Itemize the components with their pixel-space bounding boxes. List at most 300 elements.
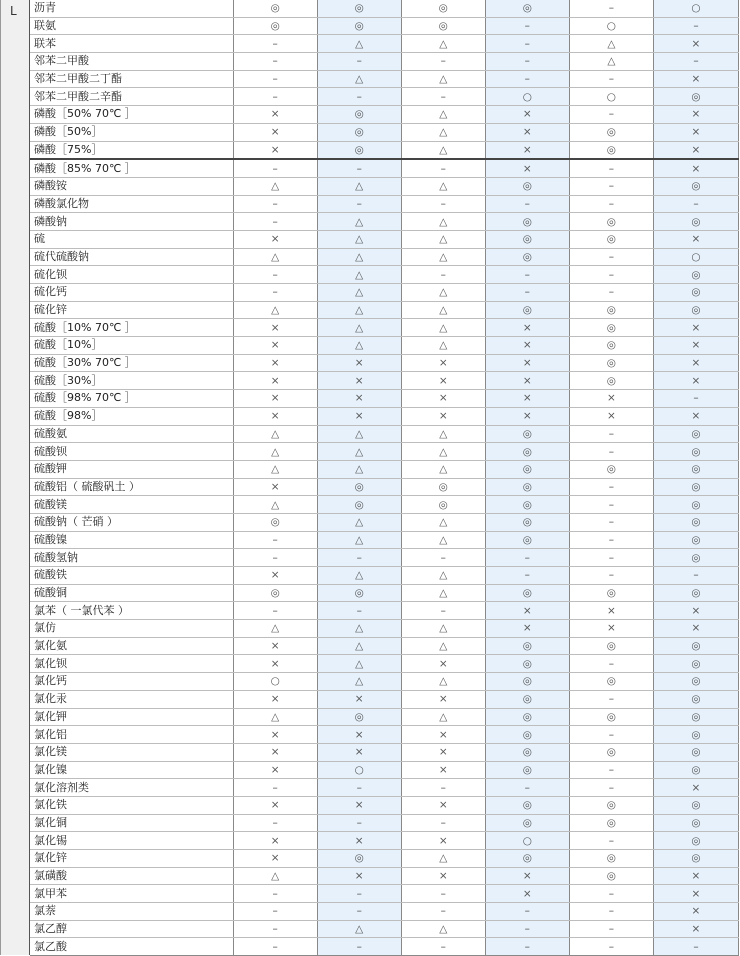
table-row (30, 584, 739, 602)
rating-cell: × (485, 372, 569, 390)
table-row (30, 726, 739, 744)
rating-cell: △ (317, 230, 401, 248)
rating-cell: – (653, 390, 738, 408)
table-row (30, 620, 739, 638)
rating-cell: ◎ (653, 266, 738, 284)
rating-cell: △ (401, 443, 485, 461)
chemical-name: 硫酸氢钠 (30, 549, 233, 567)
rating-cell: ◎ (485, 0, 569, 17)
table-row (30, 0, 739, 17)
chemical-name: 磷酸［85% 70℃ ］ (30, 159, 233, 177)
rating-cell: △ (317, 70, 401, 88)
chemical-name: 硫化钡 (30, 266, 233, 284)
rating-cell: × (485, 885, 569, 903)
chemical-name: 硫代硫酸钠 (30, 248, 233, 266)
rating-cell: △ (317, 531, 401, 549)
rating-cell: – (485, 284, 569, 302)
rating-cell: × (233, 337, 317, 355)
rating-cell: △ (317, 248, 401, 266)
rating-cell: – (233, 88, 317, 106)
rating-cell: ◎ (317, 141, 401, 159)
chemical-name: 磷酸氯化物 (30, 195, 233, 213)
table-row (30, 602, 739, 620)
rating-cell: × (569, 620, 653, 638)
chemical-name: 沥青 (30, 0, 233, 17)
table-row (30, 673, 739, 691)
rating-cell: × (653, 35, 738, 53)
chemical-name: 氯化镍 (30, 761, 233, 779)
rating-cell: – (485, 903, 569, 921)
table-row (30, 248, 739, 266)
rating-cell: – (485, 779, 569, 797)
rating-cell: – (569, 159, 653, 177)
rating-cell: ◎ (233, 513, 317, 531)
chemical-name: 硫酸［30% 70℃ ］ (30, 354, 233, 372)
rating-cell: – (485, 53, 569, 71)
rating-cell: ◎ (485, 690, 569, 708)
rating-cell: × (485, 159, 569, 177)
rating-cell: ◎ (653, 743, 738, 761)
rating-cell: ◎ (653, 832, 738, 850)
rating-cell: ◎ (485, 708, 569, 726)
rating-cell: × (233, 407, 317, 425)
table-row (30, 903, 739, 921)
rating-cell: ◎ (653, 673, 738, 691)
chemical-name: 磷酸铵 (30, 177, 233, 195)
section-letter: L (10, 4, 17, 18)
rating-cell: – (317, 814, 401, 832)
rating-cell: ◎ (653, 425, 738, 443)
rating-cell: × (485, 319, 569, 337)
table-row (30, 920, 739, 938)
rating-cell: △ (401, 337, 485, 355)
rating-cell: × (569, 407, 653, 425)
rating-cell: × (401, 832, 485, 850)
table-row (30, 106, 739, 124)
rating-cell: – (569, 478, 653, 496)
chemical-name: 氯磺酸 (30, 867, 233, 885)
rating-cell: ◎ (569, 337, 653, 355)
rating-cell: ◎ (317, 0, 401, 17)
chemical-name: 硫酸氨 (30, 425, 233, 443)
rating-cell: ◎ (569, 814, 653, 832)
rating-cell: × (485, 867, 569, 885)
rating-cell: – (233, 938, 317, 956)
rating-cell: – (233, 35, 317, 53)
table-row (30, 567, 739, 585)
rating-cell: ◎ (569, 743, 653, 761)
rating-cell: – (569, 761, 653, 779)
section-index-column (0, 0, 30, 955)
rating-cell: ◎ (401, 478, 485, 496)
table-row (30, 230, 739, 248)
rating-cell: △ (233, 425, 317, 443)
chemical-name: 氯化锌 (30, 850, 233, 868)
rating-cell: △ (401, 637, 485, 655)
table-row (30, 337, 739, 355)
rating-cell: – (569, 903, 653, 921)
chemical-name: 邻苯二甲酸 (30, 53, 233, 71)
rating-cell: × (653, 106, 738, 124)
chemical-name: 氯化铜 (30, 814, 233, 832)
rating-cell: – (485, 938, 569, 956)
rating-cell: – (569, 266, 653, 284)
chemical-name: 硫酸［98% 70℃ ］ (30, 390, 233, 408)
rating-cell: – (569, 0, 653, 17)
rating-cell: ○ (317, 761, 401, 779)
rating-cell: × (485, 390, 569, 408)
rating-cell: × (317, 726, 401, 744)
rating-cell: △ (233, 496, 317, 514)
rating-cell: ◎ (317, 496, 401, 514)
rating-cell: ○ (233, 673, 317, 691)
rating-cell: △ (317, 637, 401, 655)
rating-cell: × (401, 655, 485, 673)
table-row (30, 531, 739, 549)
rating-cell: △ (401, 673, 485, 691)
table-row (30, 460, 739, 478)
rating-cell: – (233, 779, 317, 797)
rating-cell: – (569, 531, 653, 549)
rating-cell: ◎ (569, 213, 653, 231)
rating-cell: ◎ (485, 248, 569, 266)
rating-cell: – (233, 70, 317, 88)
rating-cell: – (569, 248, 653, 266)
rating-cell: ◎ (653, 708, 738, 726)
rating-cell: ◎ (485, 460, 569, 478)
table-row (30, 284, 739, 302)
rating-cell: – (233, 195, 317, 213)
rating-cell: – (569, 106, 653, 124)
rating-cell: × (317, 354, 401, 372)
rating-cell: ◎ (401, 17, 485, 35)
rating-cell: △ (401, 513, 485, 531)
rating-cell: × (233, 478, 317, 496)
rating-cell: – (317, 938, 401, 956)
rating-cell: △ (401, 567, 485, 585)
rating-cell: × (233, 354, 317, 372)
rating-cell: △ (401, 213, 485, 231)
chemical-name: 硫酸［98%］ (30, 407, 233, 425)
table-row (30, 832, 739, 850)
table-row (30, 850, 739, 868)
rating-cell: – (317, 159, 401, 177)
rating-cell: ◎ (653, 655, 738, 673)
rating-cell: – (569, 195, 653, 213)
rating-cell: – (485, 70, 569, 88)
rating-cell: – (233, 531, 317, 549)
rating-cell: – (233, 602, 317, 620)
rating-cell: – (317, 903, 401, 921)
rating-cell: ◎ (485, 673, 569, 691)
table-row (30, 743, 739, 761)
chemical-name: 氯化钾 (30, 708, 233, 726)
table-row (30, 301, 739, 319)
rating-cell: ◎ (653, 850, 738, 868)
rating-cell: △ (317, 655, 401, 673)
rating-cell: ◎ (653, 213, 738, 231)
rating-cell: – (569, 690, 653, 708)
rating-cell: △ (317, 213, 401, 231)
chemical-resistance-table (30, 0, 739, 956)
table-row (30, 938, 739, 956)
rating-cell: ◎ (485, 850, 569, 868)
rating-cell: ◎ (485, 230, 569, 248)
rating-cell: ◎ (485, 726, 569, 744)
rating-cell: – (233, 920, 317, 938)
rating-cell: △ (317, 177, 401, 195)
rating-cell: △ (401, 141, 485, 159)
rating-cell: ◎ (569, 123, 653, 141)
rating-cell: ◎ (653, 460, 738, 478)
rating-cell: △ (401, 319, 485, 337)
rating-cell: × (485, 337, 569, 355)
rating-cell: – (569, 177, 653, 195)
rating-cell: ○ (653, 248, 738, 266)
rating-cell: × (653, 70, 738, 88)
rating-cell: × (653, 903, 738, 921)
rating-cell: – (485, 17, 569, 35)
rating-cell: × (233, 850, 317, 868)
rating-cell: ◎ (233, 584, 317, 602)
rating-cell: △ (401, 123, 485, 141)
chemical-name: 邻苯二甲酸二辛酯 (30, 88, 233, 106)
rating-cell: ◎ (485, 761, 569, 779)
table-row (30, 177, 739, 195)
rating-cell: – (569, 726, 653, 744)
rating-cell: × (401, 743, 485, 761)
rating-cell: △ (317, 620, 401, 638)
rating-cell: × (653, 779, 738, 797)
rating-cell: ◎ (317, 584, 401, 602)
rating-cell: △ (317, 425, 401, 443)
table-row (30, 655, 739, 673)
rating-cell: △ (317, 35, 401, 53)
table-row (30, 53, 739, 71)
rating-cell: ◎ (485, 513, 569, 531)
rating-cell: × (401, 390, 485, 408)
rating-cell: × (233, 637, 317, 655)
table-row (30, 213, 739, 231)
rating-cell: × (401, 372, 485, 390)
chemical-name: 硫酸钠（ 芒硝 ） (30, 513, 233, 531)
rating-cell: × (653, 620, 738, 638)
rating-cell: ◎ (569, 850, 653, 868)
rating-cell: △ (569, 53, 653, 71)
rating-cell: ◎ (569, 584, 653, 602)
rating-cell: – (401, 88, 485, 106)
rating-cell: × (653, 319, 738, 337)
rating-cell: ◎ (653, 637, 738, 655)
rating-cell: – (401, 938, 485, 956)
rating-cell: – (401, 159, 485, 177)
rating-cell: △ (401, 248, 485, 266)
rating-cell: ◎ (485, 584, 569, 602)
chemical-name: 磷酸［75%］ (30, 141, 233, 159)
rating-cell: – (233, 213, 317, 231)
rating-cell: – (653, 195, 738, 213)
rating-cell: × (485, 106, 569, 124)
rating-cell: × (317, 690, 401, 708)
rating-cell: × (317, 867, 401, 885)
rating-cell: ◎ (569, 372, 653, 390)
chemical-name: 氯化钙 (30, 673, 233, 691)
rating-cell: ◎ (653, 301, 738, 319)
rating-cell: ◎ (485, 796, 569, 814)
chemical-name: 磷酸［50%］ (30, 123, 233, 141)
rating-cell: – (401, 779, 485, 797)
rating-cell: ◎ (569, 301, 653, 319)
table-row (30, 814, 739, 832)
rating-cell: – (485, 266, 569, 284)
table-row (30, 195, 739, 213)
chemical-name: 氯乙酸 (30, 938, 233, 956)
rating-cell: △ (317, 460, 401, 478)
chemical-name: 硫酸镍 (30, 531, 233, 549)
chemical-name: 氯化铝 (30, 726, 233, 744)
chemical-name: 氯化镁 (30, 743, 233, 761)
rating-cell: × (233, 726, 317, 744)
rating-cell: △ (401, 425, 485, 443)
rating-cell: ◎ (485, 301, 569, 319)
rating-cell: ◎ (569, 796, 653, 814)
rating-cell: × (401, 726, 485, 744)
rating-cell: △ (317, 266, 401, 284)
rating-cell: – (569, 920, 653, 938)
rating-cell: ◎ (653, 584, 738, 602)
rating-cell: × (233, 655, 317, 673)
rating-cell: ◎ (653, 549, 738, 567)
chemical-name: 联氨 (30, 17, 233, 35)
rating-cell: – (653, 567, 738, 585)
rating-cell: △ (401, 106, 485, 124)
rating-cell: × (485, 354, 569, 372)
rating-cell: – (569, 513, 653, 531)
rating-cell: × (653, 407, 738, 425)
rating-cell: × (401, 354, 485, 372)
rating-cell: × (653, 141, 738, 159)
rating-cell: × (569, 602, 653, 620)
rating-cell: × (233, 123, 317, 141)
rating-cell: – (569, 567, 653, 585)
rating-cell: ◎ (569, 673, 653, 691)
rating-cell: ◎ (317, 478, 401, 496)
rating-cell: × (233, 743, 317, 761)
rating-cell: – (401, 266, 485, 284)
rating-cell: ◎ (485, 478, 569, 496)
chemical-name: 氯乙醇 (30, 920, 233, 938)
rating-cell: – (569, 549, 653, 567)
rating-cell: △ (401, 620, 485, 638)
rating-cell: × (233, 567, 317, 585)
chemical-name: 硫化钙 (30, 284, 233, 302)
rating-cell: – (233, 53, 317, 71)
rating-cell: ○ (485, 88, 569, 106)
rating-cell: × (233, 372, 317, 390)
rating-cell: × (401, 407, 485, 425)
table-row (30, 549, 739, 567)
table-row (30, 266, 739, 284)
rating-cell: △ (233, 867, 317, 885)
rating-cell: × (653, 885, 738, 903)
rating-cell: – (569, 70, 653, 88)
rating-cell: – (317, 602, 401, 620)
rating-cell: ◎ (485, 637, 569, 655)
rating-cell: △ (401, 35, 485, 53)
rating-cell: × (317, 743, 401, 761)
rating-cell: ◎ (317, 850, 401, 868)
rating-cell: △ (317, 443, 401, 461)
rating-cell: × (233, 141, 317, 159)
chemical-name: 硫酸铜 (30, 584, 233, 602)
rating-cell: ◎ (569, 708, 653, 726)
rating-cell: × (233, 319, 317, 337)
table-row (30, 159, 739, 177)
rating-cell: ◎ (653, 443, 738, 461)
rating-cell: – (569, 779, 653, 797)
rating-cell: △ (233, 460, 317, 478)
table-row (30, 17, 739, 35)
chemical-name: 氯甲苯 (30, 885, 233, 903)
rating-cell: × (401, 796, 485, 814)
chemical-name: 硫酸铝（ 硫酸矾土 ） (30, 478, 233, 496)
rating-cell: △ (317, 920, 401, 938)
rating-cell: – (401, 53, 485, 71)
rating-cell: – (485, 920, 569, 938)
rating-cell: × (653, 867, 738, 885)
rating-cell: ◎ (569, 354, 653, 372)
rating-cell: × (653, 354, 738, 372)
rating-cell: ◎ (233, 0, 317, 17)
rating-cell: × (653, 230, 738, 248)
rating-cell: ◎ (569, 637, 653, 655)
rating-cell: – (653, 938, 738, 956)
rating-cell: × (317, 390, 401, 408)
rating-cell: – (569, 284, 653, 302)
rating-cell: △ (401, 177, 485, 195)
rating-cell: ◎ (485, 213, 569, 231)
rating-cell: – (317, 779, 401, 797)
rating-cell: – (317, 885, 401, 903)
rating-cell: ○ (569, 88, 653, 106)
rating-cell: – (569, 938, 653, 956)
rating-cell: – (317, 549, 401, 567)
rating-cell: – (233, 814, 317, 832)
chemical-name: 氯化氨 (30, 637, 233, 655)
table-row (30, 443, 739, 461)
rating-cell: × (401, 690, 485, 708)
table-row (30, 513, 739, 531)
rating-cell: – (401, 814, 485, 832)
table-row (30, 761, 739, 779)
rating-cell: – (485, 549, 569, 567)
rating-cell: × (401, 761, 485, 779)
rating-cell: – (233, 903, 317, 921)
rating-cell: △ (233, 443, 317, 461)
rating-cell: ◎ (569, 460, 653, 478)
rating-cell: ◎ (569, 319, 653, 337)
table-row (30, 141, 739, 159)
rating-cell: △ (317, 337, 401, 355)
rating-cell: △ (401, 584, 485, 602)
rating-cell: × (485, 620, 569, 638)
rating-cell: △ (401, 284, 485, 302)
table-row (30, 407, 739, 425)
rating-cell: ◎ (653, 478, 738, 496)
rating-cell: ◎ (653, 88, 738, 106)
rating-cell: – (233, 266, 317, 284)
rating-cell: ◎ (485, 443, 569, 461)
